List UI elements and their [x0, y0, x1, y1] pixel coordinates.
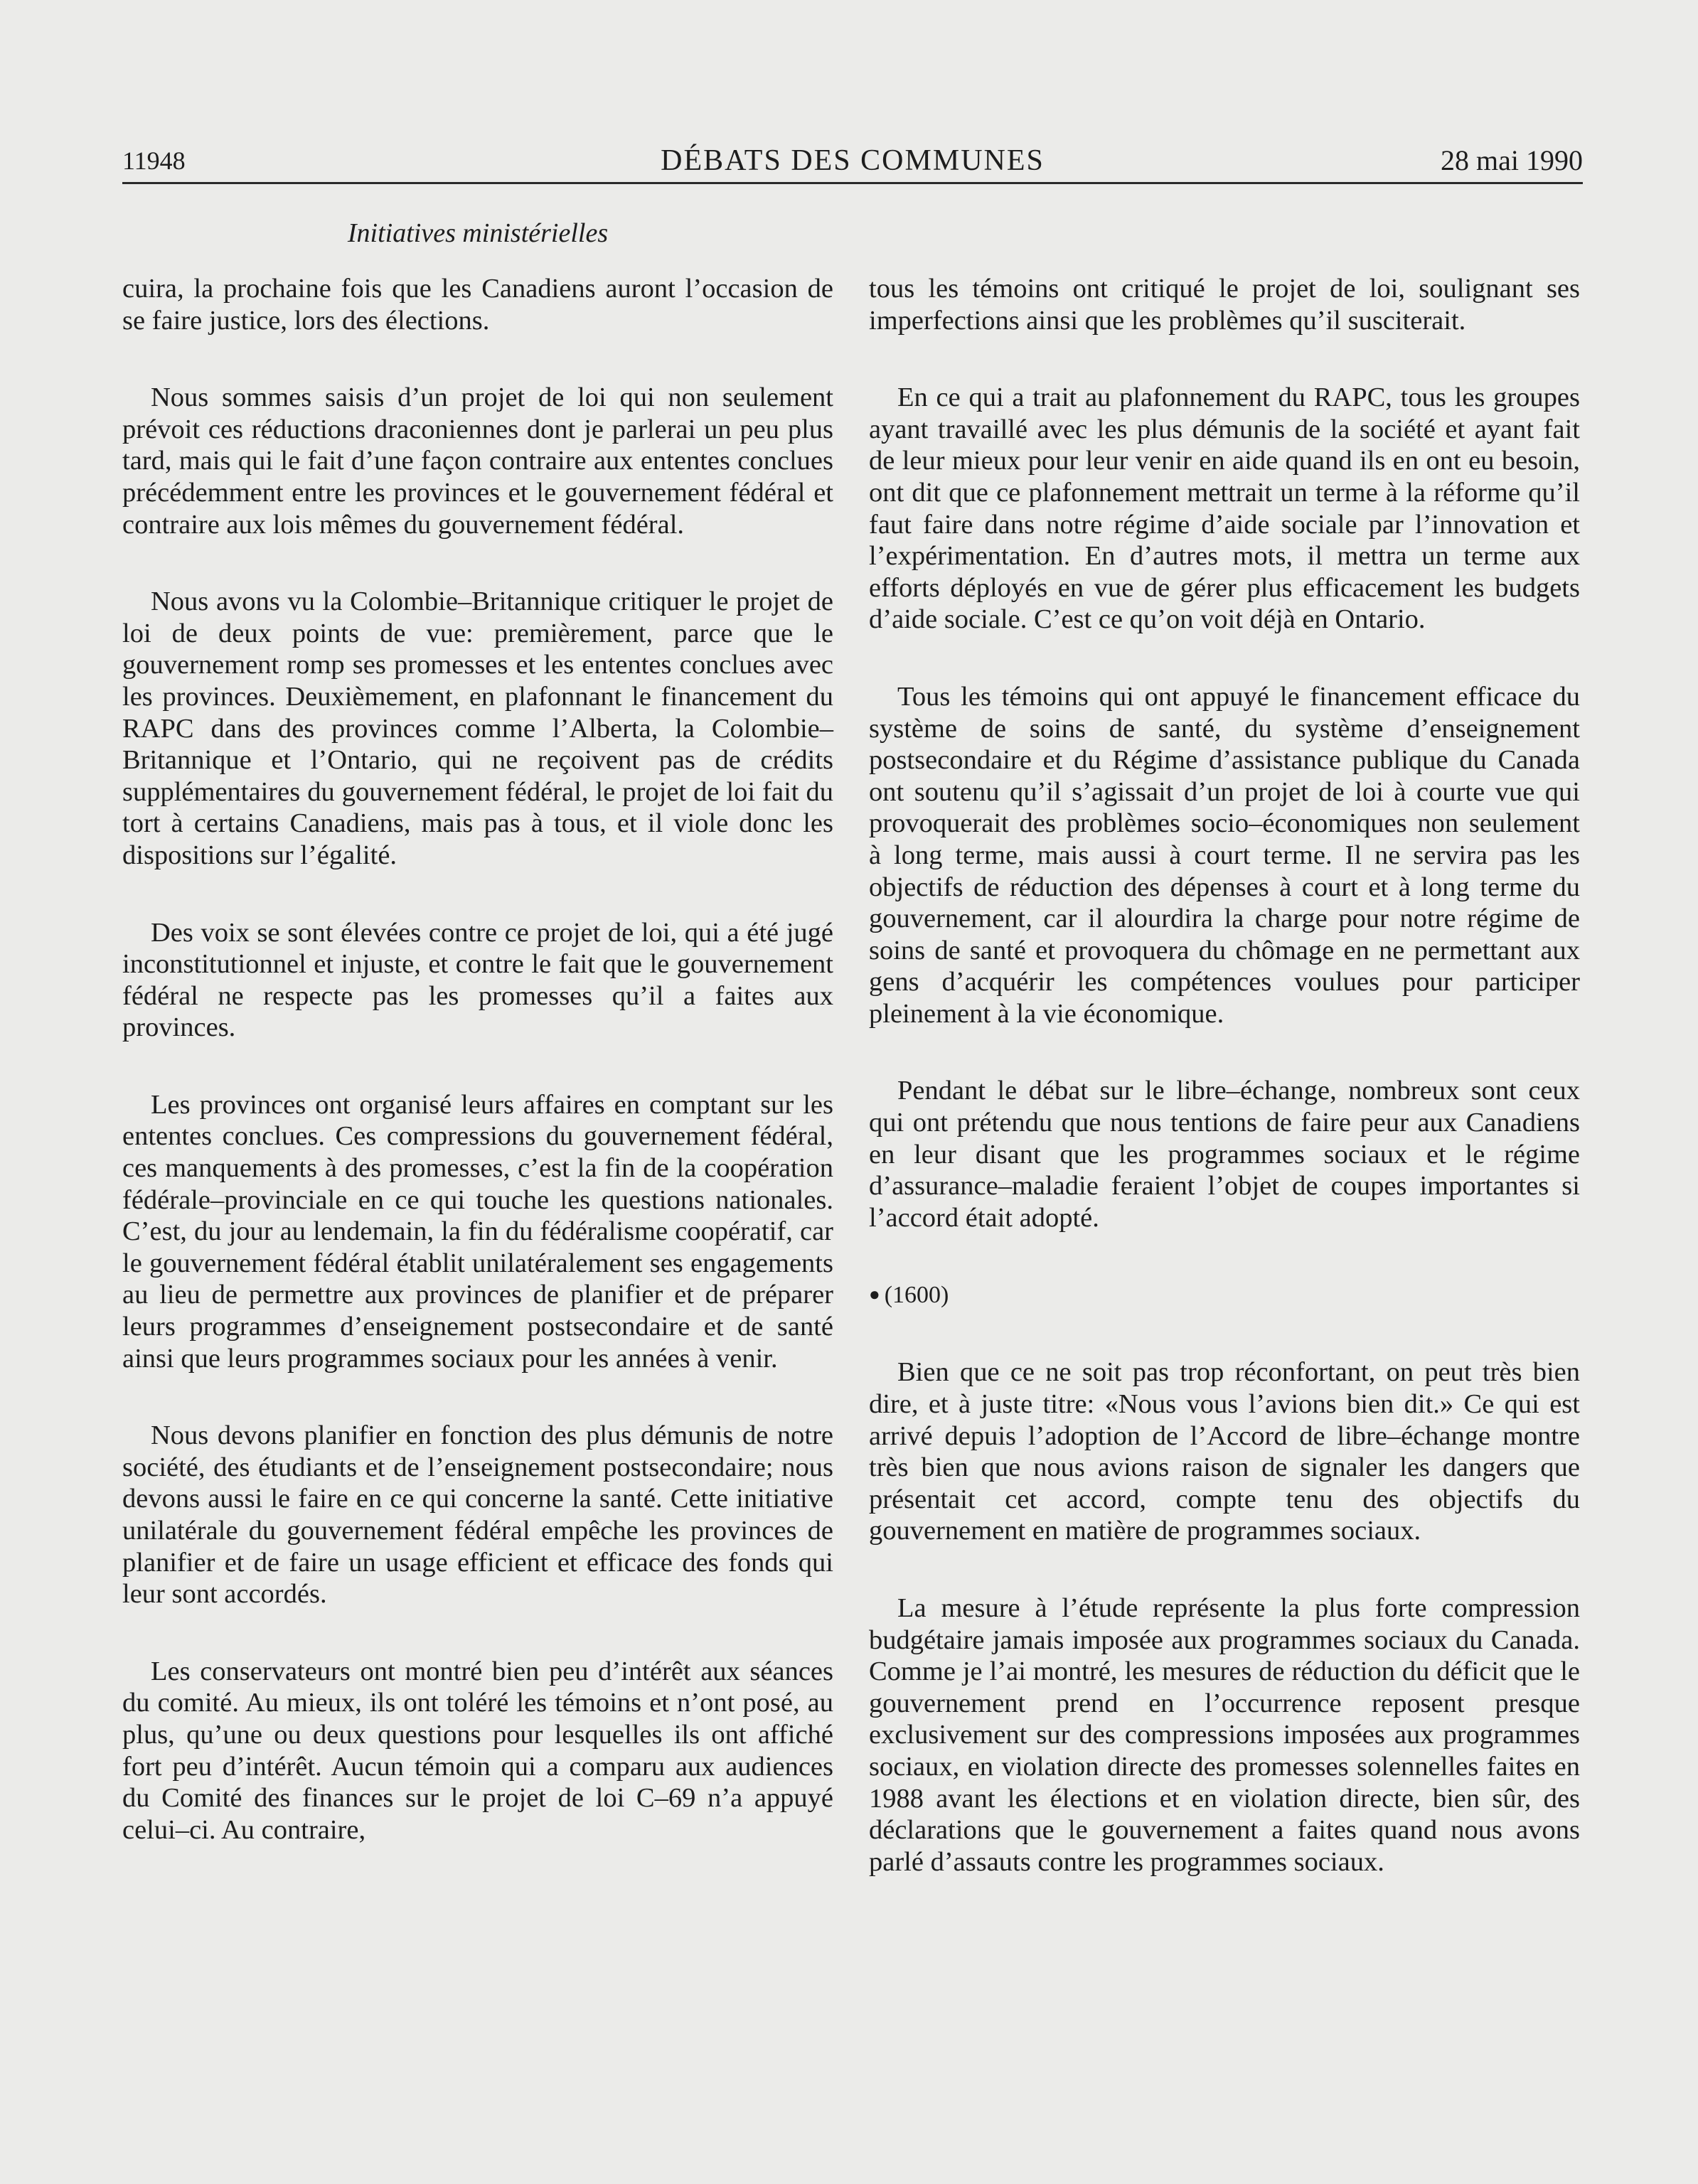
paragraph: Tous les témoins qui ont appuyé le financement efficace du système de soins de santé, du système d’enseignement postsecondaire et du Régime d’assistance publique du Canada ont soutenu qu’il s’agissait d’un projet de loi à courte vue qui provoquerait des problèmes socio–économiques non seulement à long terme, mais aussi à court terme. Il ne servira pas les objectifs de réduction des dépenses à court et à long terme du gouvernement, car il alourdira la charge pour notre régime de soins de santé et provoquera du chômage en ne permettant aux gens d’acquérir les compétences voulues pour participer pleinement à la vie économique. [869, 681, 1580, 1029]
paragraph: cuira, la prochaine fois que les Canadiens auront l’occasion de se faire justice, lors des élections. [122, 274, 833, 336]
page-number: 11948 [122, 146, 186, 175]
paragraph: Pendant le débat sur le libre–échange, nombreux sont ceux qui ont prétendu que nous tentions de faire peur aux Canadiens en leur disant que les programmes sociaux et le régime d’assurance–maladie feraient l’objet de coupes importantes si l’accord était adopté. [869, 1076, 1580, 1233]
left-column [122, 273, 833, 1846]
paragraph: Bien que ce ne soit pas trop réconfortant, on peut très bien dire, et à juste titre: «Nous vous l’avions bien dit.» Ce qui est arrivé depuis l’adoption de l’Accord de libre–échange montre très bien que nous avions raison de signaler les dangers que présentait cet accord, compte tenu des objectifs du gouvernement en matière de programmes sociaux. [869, 1357, 1580, 1546]
paragraph: Nous devons planifier en fonction des plus démunis de notre société, des étudiants et de l’enseignement postsecondaire; nous devons aussi le faire en ce qui concerne la santé. Cette initiative unilatérale du gouvernement fédéral empêche les provinces de planifier et de faire un usage efficient et efficace des fonds qui leur sont accordés. [122, 1420, 833, 1610]
right-column [869, 273, 1580, 1878]
journal-title: DÉBATS DES COMMUNES [661, 144, 1045, 177]
paragraph: Nous avons vu la Colombie–Britannique critiquer le projet de loi de deux points de vue: premièrement, parce que le gouvernement romp ses promesses et les ententes conclues avec les provinces. Deuxièmement, en plafonnant le financement du RAPC dans des provinces comme l’Alberta, la Colombie–Britannique et l’Ontario, qui ne reçoivent pas de crédits supplémentaires du gouvernement fédéral, le projet de loi fait du tort à certains Canadiens, mais pas à tous, et il viole donc les dispositions sur l’égalité. [122, 587, 833, 870]
paragraph: Des voix se sont élevées contre ce projet de loi, qui a été jugé inconstitutionnel et injuste, et contre le fait que le gouvernement fédéral ne respecte pas les promesses qu’il a faites aux provinces. [122, 917, 833, 1043]
paragraph: tous les témoins ont critiqué le projet de loi, soulignant ses imperfections ainsi que les problèmes qu’il susciterait. [869, 274, 1580, 336]
paragraph: La mesure à l’étude représente la plus forte compression budgétaire jamais imposée aux programmes sociaux du Canada. Comme je l’ai montré, les mesures de réduction du déficit que le gouvernement prend en l’occurrence reposent presque exclusivement sur des compressions imposées aux programmes sociaux, en violation directe des promesses solennelles faites en 1988 avant les élections et en violation directe, bien sûr, des déclarations que le gouvernement a faites quand nous avons parlé d’assauts contre les programmes sociaux. [869, 1593, 1580, 1877]
publication-date: 28 mai 1990 [1441, 144, 1583, 176]
page-header [122, 139, 1583, 182]
paragraph: Les conservateurs ont montré bien peu d’intérêt aux séances du comité. Au mieux, ils ont toléré les témoins et n’ont posé, au plus, qu’une ou deux questions pour lesquelles ils ont affiché fort peu d’intérêt. Aucun témoin qui a comparu aux audiences du Comité des finances sur le projet de loi C–69 n’a appuyé celui–ci. Au contraire, [122, 1656, 833, 1845]
paragraph: En ce qui a trait au plafonnement du RAPC, tous les groupes ayant travaillé avec les plus démunis de la société et ayant fait de leur mieux pour leur venir en aide quand ils en ont eu besoin, ont dit que ce plafonnement mettrait un terme à la réforme qu’il faut faire dans notre régime d’aide sociale par l’innovation et l’expérimentation. En d’autres mots, il mettra un terme aux efforts déployés en vue de gérer plus efficacement les budgets d’aide sociale. C’est ce qu’on voit déjà en Ontario. [869, 382, 1580, 635]
running-head: Initiatives ministérielles [347, 218, 609, 248]
paragraph: Nous sommes saisis d’un projet de loi qui non seulement prévoit ces réductions draconiennes dont je parlerai un peu plus tard, mais qui le fait d’une façon contraire aux ententes conclues précédemment entre les provinces et le gouvernement fédéral et contraire aux lois mêmes du gouvernement fédéral. [122, 382, 833, 540]
time-marker [869, 1279, 1580, 1311]
time-marker-text: (1600) [884, 1282, 949, 1309]
header-rule [122, 182, 1583, 184]
paragraph: Les provinces ont organisé leurs affaires en comptant sur les ententes conclues. Ces compressions du gouvernement fédéral, ces manquements à des promesses, c’est la fin de la coopération fédérale–provinciale en ce qui touche les questions nationales. C’est, du jour au lendemain, la fin du fédéralisme coopératif, car le gouvernement fédéral établit unilatéralement ses engagements au lieu de permettre aux provinces de planifier et de préparer leurs programmes d’enseignement postsecondaire et de santé ainsi que leurs programmes sociaux pour les années à venir. [122, 1089, 833, 1374]
bullet-icon: ● [869, 1284, 880, 1305]
